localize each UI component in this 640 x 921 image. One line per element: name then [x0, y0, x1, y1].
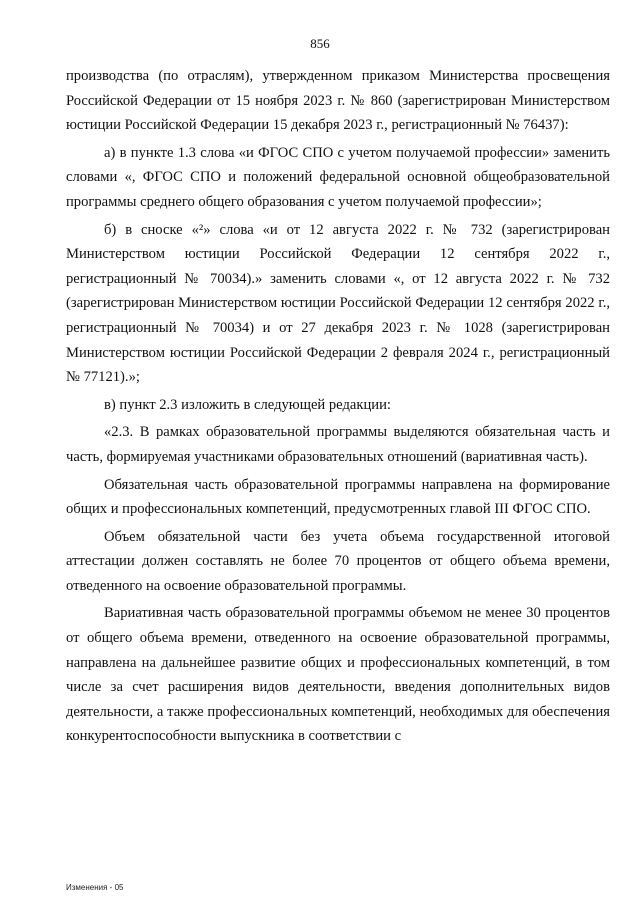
document-body	[66, 64, 610, 752]
paragraph-clause-2-3: «2.3. В рамках образовательной программы выделяются обязательная часть и часть, формируемая участниками образовательных отношений (вариативная часть).	[66, 424, 610, 465]
footer-note: Изменения - 05	[66, 883, 124, 892]
page-number: 856	[310, 36, 330, 51]
paragraph-mandatory-part: Обязательная часть образовательной программы направлена на формирование общих и профессиональных компетенций, предусмотренных главой III ФГОС СПО.	[66, 476, 610, 518]
paragraph-mandatory-volume: Объем обязательной части без учета объема государственной итоговой аттестации должен составлять не более 70 процентов от общего объема времени, отведенного на освоение образовательной программы.	[66, 528, 610, 594]
paragraph-item-b: б) в сноске «²» слова «и от 12 августа 2022 г. № 732 (зарегистрирован Министерством юстиции Российской Федерации 12 сентября 2022 г., регистрационный № 70034).» заменить словами «, от 12 августа 2022 г. № 732 (зарегистрирован Министерством юстиции Российской Федерации 12 сентября 2022 г., регистрационный № 70034) и от 27 декабря 2023 г. № 1028 (зарегистрирован Министерством юстиции Российской Федерации 2 февраля 2024 г., регистрационный № 77121).»;	[66, 221, 610, 386]
paragraph-continuation: производства (по отраслям), утвержденном приказом Министерства просвещения Российской Федерации от 15 ноября 2023 г. № 860 (зарегистрирован Министерством юстиции Российской Федерации 15 декабря 2023 г., регистрационный № 76437):	[66, 68, 610, 134]
paragraph-item-v: в) пункт 2.3 изложить в следующей редакции:	[104, 396, 391, 413]
paragraph-variable-part: Вариативная часть образовательной программы объемом не менее 30 процентов от общего объема времени, отведенного на освоение образовательной программы, направлена на дальнейшее развитие общих и профессиональных компетенций, в том числе за счет расширения видов деятельности, введения дополнительных видов деятельности, а также профессиональных компетенций, необходимых для обеспечения конкурентоспособности выпускника в соответствии с	[66, 605, 610, 745]
paragraph-item-a: а) в пункте 1.3 слова «и ФГОС СПО с учетом получаемой профессии» заменить словами «, ФГОС СПО и положений федеральной основной общеобразовательной программы среднего общего образования с учетом получаемой профессии»;	[66, 144, 610, 210]
